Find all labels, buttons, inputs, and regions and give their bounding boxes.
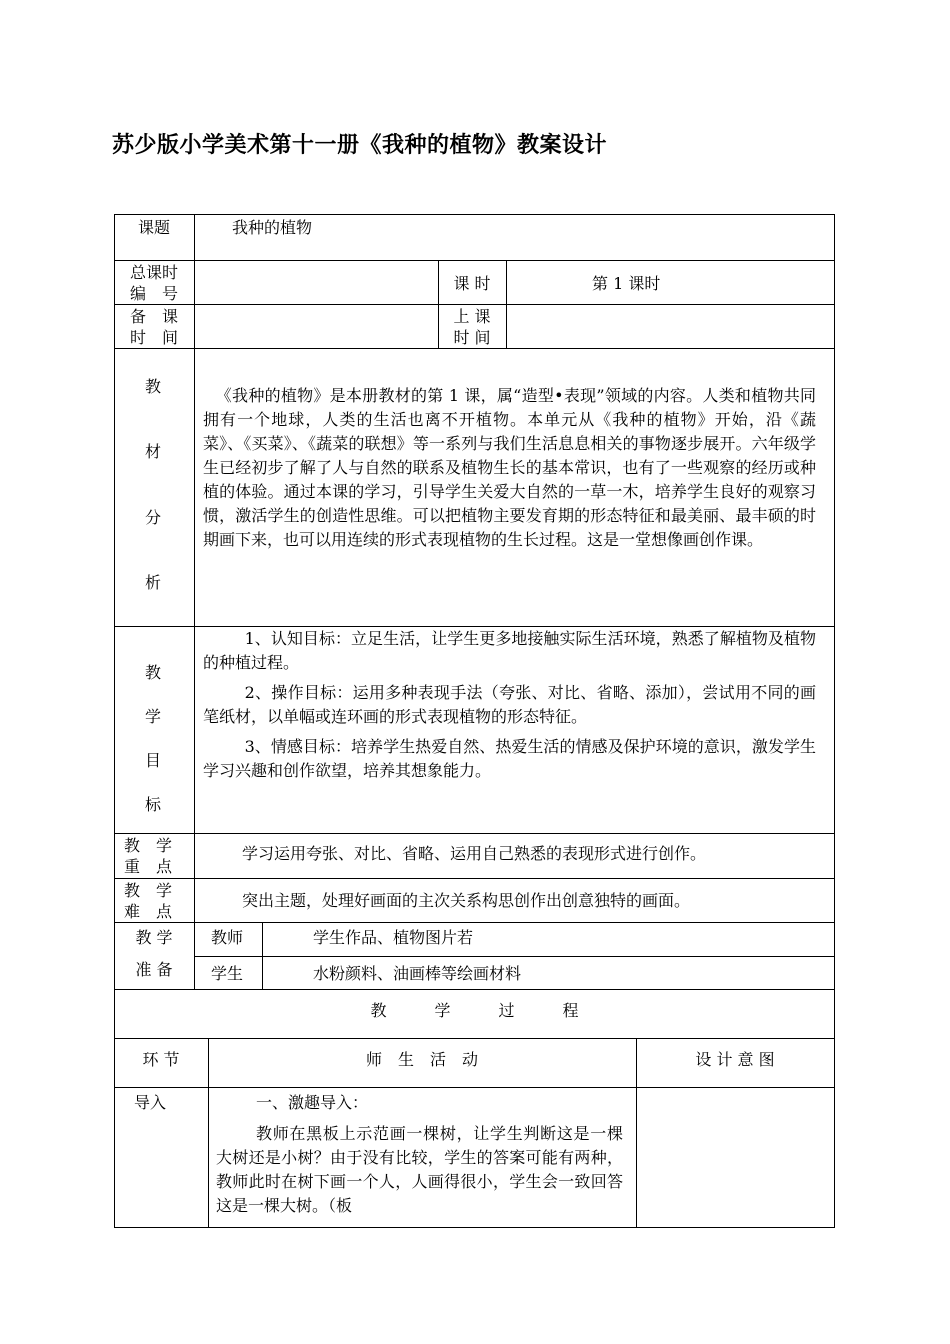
- page-title: 苏少版小学美术第十一册《我种的植物》教案设计: [112, 133, 608, 158]
- preparation-label-2: 准 备: [135, 960, 173, 979]
- column-intent: 设 计 意 图: [695, 1050, 775, 1069]
- goal-item: 1、认知目标：立足生活，让学生更多地接触实际生活环境，熟悉了解植物及植物的种植过程。: [203, 629, 816, 672]
- column-stage: 环 节: [142, 1050, 180, 1069]
- goals-list: [203, 627, 816, 783]
- difficulty-label: 教 学: [124, 881, 173, 900]
- goal-item: 2、操作目标：运用多种表现手法（夸张、对比、省略、添加），尝试用不同的画笔纸材，以单幅或连环画的形式表现植物的形态特征。: [203, 683, 816, 726]
- analysis-label-char: 材: [144, 442, 161, 461]
- total-hours-label: 总课时: [129, 263, 178, 282]
- key-points-label: 教 学: [124, 836, 173, 855]
- goals-label-char: 教: [144, 663, 161, 682]
- stage-intro: 导入: [134, 1093, 167, 1112]
- topic-label: 课题: [137, 218, 170, 237]
- goals-label-char: 学: [144, 707, 161, 726]
- difficulty-label-2: 难 点: [124, 902, 173, 921]
- teacher-materials: 学生作品、植物图片若: [313, 928, 474, 947]
- class-hour-value: 第 1 课时: [592, 274, 661, 293]
- teach-time-label: 上 课: [453, 307, 491, 326]
- analysis-label-char: 教: [144, 377, 161, 396]
- analysis-label-char: 析: [144, 573, 161, 592]
- intro-text: 教师在黑板上示范画一棵树，让学生判断这是一棵大树还是小树？由于没有比较，学生的答案可能有两种，教师此时在树下画一个人，人画得很小，学生会一致回答这是一棵大树。（板: [216, 1124, 623, 1215]
- analysis-text: 《我种的植物》是本册教材的第 1 课，属“造型•表现”领域的内容。人类和植物共同拥有一个地球，人类的生活也离不开植物。本单元从《我种的植物》开始，沿《蔬菜》、《买菜》、《蔬菜的联想》等一系列与我们生活息息相关的事物逐步展开。六年级学生已经初步了解了人与自然的联系及植物生长的基本常识，也有了一些观察的经历或种植的体验。通过本课的学习，引导学生关爱大自然的一草一木，培养学生良好的观察习惯，激活学生的创造性思维。可以把植物主要发育期的形态特征和最美丽、最丰硕的时期画下来，也可以用连续的形式表现植物的生长过程。这是一堂想像画创作课。: [203, 386, 816, 549]
- goal-item: 3、情感目标：培养学生热爱自然、热爱生活的情感及保护环境的意识，激发学生学习兴趣和创作欲望，培养其想象能力。: [203, 737, 816, 780]
- class-hour-label: 课 时: [453, 274, 491, 293]
- teacher-label: 教师: [211, 928, 244, 947]
- key-points-text: 学习运用夸张、对比、省略、运用自己熟悉的表现形式进行创作。: [242, 844, 707, 863]
- student-materials: 水粉颜料、油画棒等绘画材料: [313, 964, 522, 983]
- key-points-label-2: 重 点: [124, 857, 173, 876]
- intro-heading: 一、激趣导入：: [256, 1093, 369, 1112]
- serial-number-label: 编 号: [129, 284, 178, 303]
- column-activity: 师 生 活 动: [365, 1050, 478, 1069]
- goals-label-char: 标: [144, 795, 161, 814]
- prep-time-label: 备 课: [129, 307, 178, 326]
- topic-value: 我种的植物: [232, 218, 313, 237]
- student-label: 学生: [211, 964, 244, 983]
- prep-time-label-2: 时 间: [129, 328, 178, 347]
- analysis-label-char: 分: [144, 508, 161, 527]
- goals-label-char: 目: [144, 751, 161, 770]
- teach-time-label-2: 时 间: [453, 328, 491, 347]
- difficulty-text: 突出主题，处理好画面的主次关系构思创作出创意独特的画面。: [242, 891, 691, 910]
- preparation-label: 教 学: [135, 928, 173, 947]
- process-header: 教 学 过 程: [370, 1001, 579, 1020]
